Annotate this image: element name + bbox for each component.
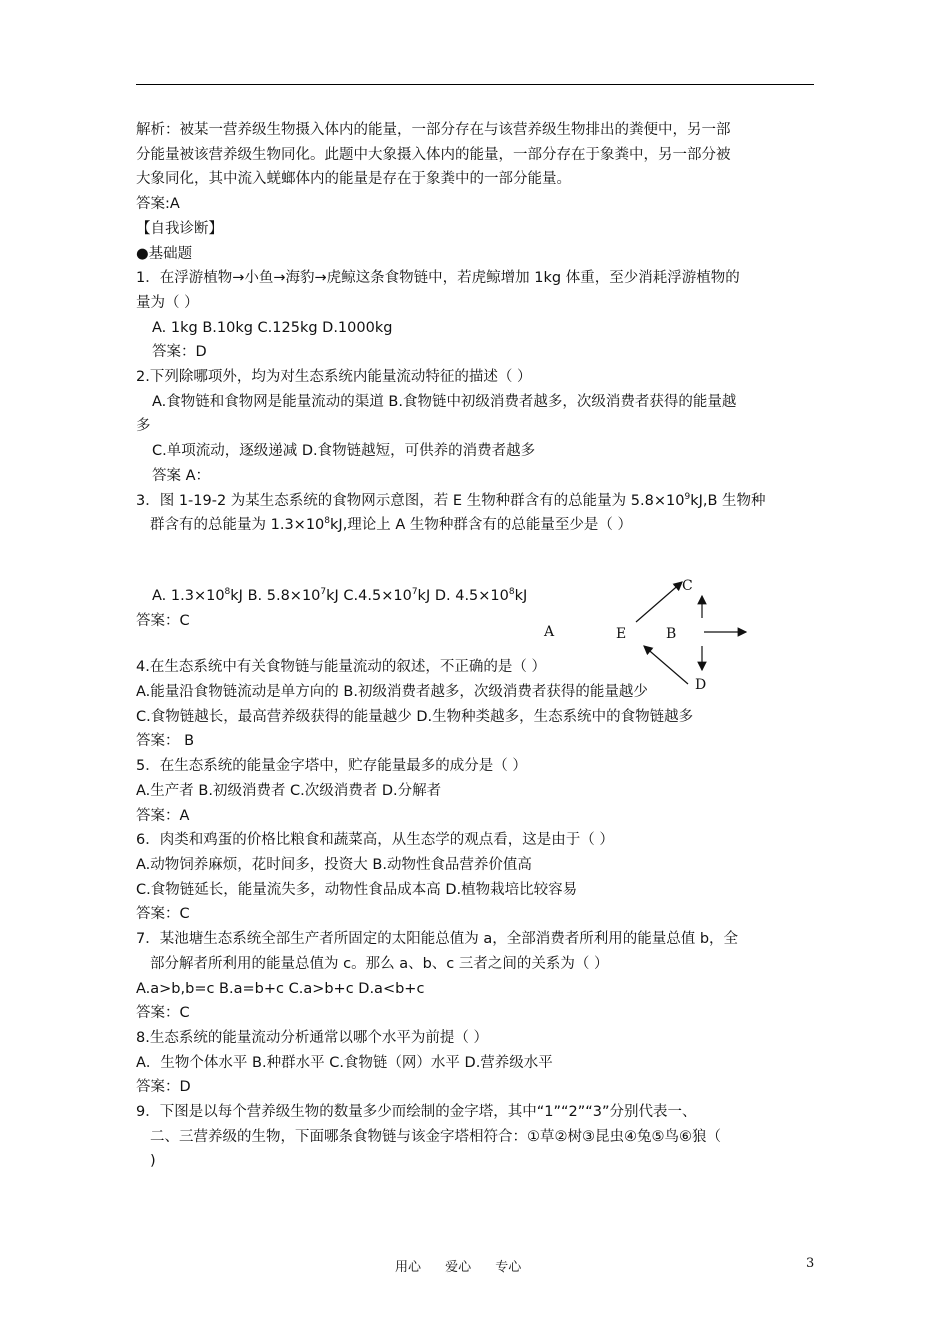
q2-options-2: C.单项流动，逐级递减 D.食物链越短，可供养的消费者越多 [152, 443, 536, 460]
q6-options-2: C.食物链延长，能量流失多，动物性食品成本高 D.植物栽培比较容易 [136, 881, 578, 898]
q7-options: A.a>b,b=c B.a=b+c C.a>b+c D.a<b+c [136, 980, 425, 997]
subsection-title: ●基础题 [136, 245, 193, 262]
analysis-line-3: 大象同化，其中流入蜣螂体内的能量是存在于象粪中的一部分能量。 [136, 171, 571, 188]
q3-answer: 答案：C [136, 612, 190, 629]
analysis-line-1: 解析：被某一营养级生物摄入体内的能量，一部分存在与该营养级生物排出的粪便中，另一部 [136, 122, 731, 138]
q3-stem-2: 群含有的总能量为 $1.3\times 10^8kJ$,理论上 A 生物种群含有的总能量至少是（ ） [150, 516, 633, 534]
section-title: 【自我诊断】 [136, 220, 223, 237]
node-c-label: C [682, 578, 693, 594]
q2-options-1: A.食物链和食物网是能量流动的渠道 B.食物链中初级消费者越多，次级消费者获得的能量越 [152, 393, 737, 410]
q7-stem-1: 7．某池塘生态系统全部生产者所固定的太阳能总值为 a，全部消费者所利用的能量总值 b，全 [136, 931, 739, 948]
q5-stem: 5．在生态系统的能量金字塔中，贮存能量最多的成分是（ ） [136, 758, 527, 775]
q5-options: A.生产者 B.初级消费者 C.次级消费者 D.分解者 [136, 782, 442, 799]
arrow-e-to-c [636, 582, 682, 622]
q8-answer: 答案：D [136, 1079, 191, 1096]
q8-stem: 8.生态系统的能量流动分析通常以哪个水平为前提（ ） [136, 1029, 488, 1046]
q1-stem-2: 量为（ ） [136, 294, 199, 311]
footer-motto: 用心 爱心 专心 [395, 1260, 522, 1275]
q6-answer: 答案：C [136, 906, 190, 923]
food-web-diagram [600, 572, 770, 692]
q9-stem-3: ) [150, 1153, 156, 1170]
q9-stem-2: 二、三营养级的生物，下面哪条食物链与该金字塔相符合：①草②树③昆虫④兔⑤鸟⑥狼（ [150, 1128, 721, 1145]
q9-stem-1: 9．下图是以每个营养级生物的数量多少而绘制的金字塔，其中“1”“2”“3”分别代表一、 [136, 1104, 697, 1121]
q8-options: A．生物个体水平 B.种群水平 C.食物链（网）水平 D.营养级水平 [136, 1054, 553, 1071]
q1-answer: 答案：D [152, 344, 207, 361]
q7-answer: 答案：C [136, 1005, 190, 1022]
q3-stem-1: 3．图 1-19-2 为某生态系统的食物网示意图，若 E 生物种群含有的总能量为 $5.8\times 10^9kJ,B$ 生物种 [136, 491, 766, 509]
q6-stem: 6．肉类和鸡蛋的价格比粮食和蔬菜高，从生态学的观点看，这是由于（ ） [136, 832, 614, 849]
node-e-label: E [616, 626, 627, 642]
q3-diagram-node-a: A [544, 624, 555, 640]
q1-stem-1: 1．在浮游植物→小鱼→海豹→虎鲸这条食物链中，若虎鲸增加 1kg 体重，至少消耗浮游植物的 [136, 270, 740, 287]
q4-answer: 答案： B [136, 733, 195, 750]
q7-stem-2: 部分解者所利用的能量总值为 c。那么 a、b、c 三者之间的关系为（ ） [150, 955, 609, 972]
analysis-line-2: 分能量被该营养级生物同化。此题中大象摄入体内的能量，一部分存在于象粪中，另一部分被 [136, 146, 731, 163]
arrow-d-to-e [644, 646, 688, 684]
q4-stem: 4.在生态系统中有关食物链与能量流动的叙述，不正确的是（ ） [136, 659, 546, 676]
q2-answer: 答案 A： [152, 467, 211, 484]
q5-answer: 答案：A [136, 807, 190, 824]
q2-stem: 2.下列除哪项外，均为对生态系统内能量流动特征的描述（ ） [136, 369, 532, 386]
q4-options-2: C.食物链越长，最高营养级获得的能量越少 D.生物种类越多，生态系统中的食物链越多 [136, 708, 694, 725]
page-number: 3 [806, 1256, 815, 1271]
node-b-label: B [666, 626, 677, 642]
analysis-answer: 答案:A [136, 196, 180, 213]
q6-options-1: A.动物饲养麻烦，花时间多，投资大 B.动物性食品营养价值高 [136, 856, 532, 873]
q4-options-1: A.能量沿食物链流动是单方向的 B.初级消费者越多，次级消费者获得的能量越少 [136, 684, 648, 701]
q3-options: A. $1.3\times 10^8kJ$ B. $5.8\times 10^7kJ$ $C.4.5\times 10^7kJ$ D. $4.5\times 10^8kJ$ [152, 587, 528, 604]
node-d-label: D [695, 677, 707, 692]
q2-options-1-cont: 多 [136, 418, 151, 435]
header-rule [136, 84, 814, 85]
q1-options: A. 1kg B.10kg C.125kg D.1000kg [152, 319, 393, 336]
